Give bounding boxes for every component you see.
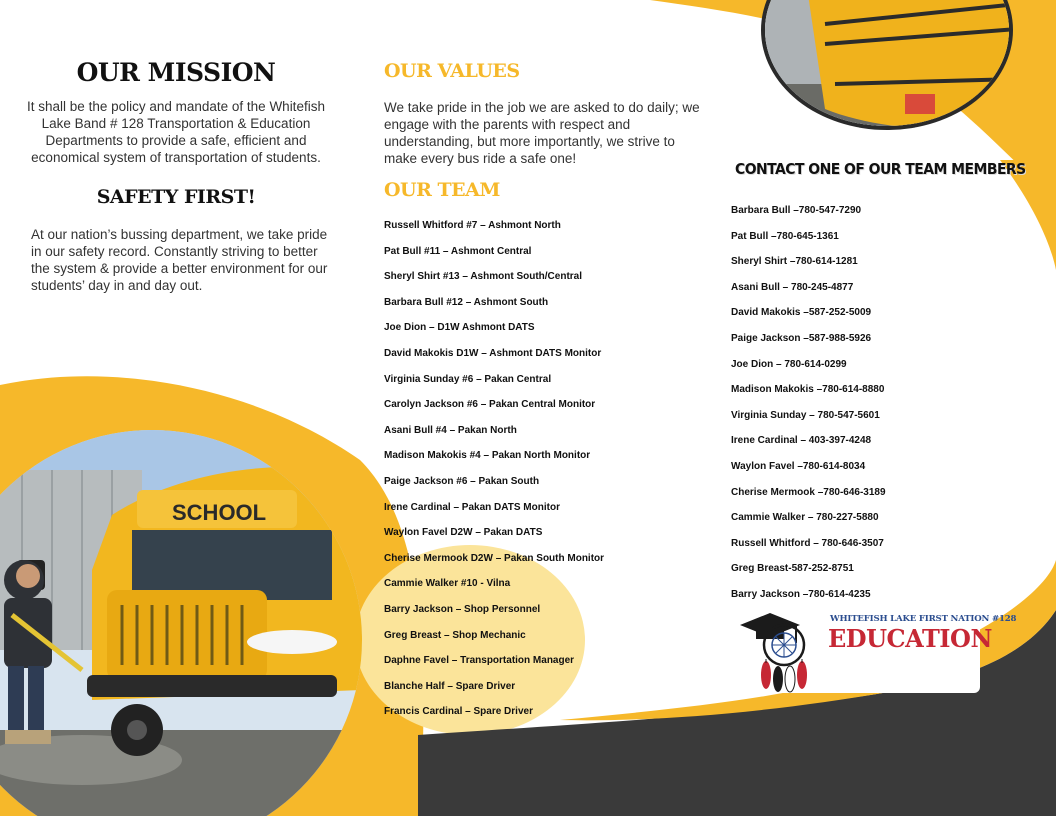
contact-item: Joe Dion – 780-614-0299 (731, 358, 847, 370)
contact-item: Cammie Walker – 780-227-5880 (731, 512, 879, 524)
contact-item: Greg Breast-587-252-8751 (731, 563, 854, 575)
education-logo (734, 605, 1017, 693)
mission-title: OUR MISSION (76, 58, 276, 87)
contact-item: Virginia Sunday – 780-547-5601 (731, 409, 880, 421)
contact-title: CONTACT ONE OF OUR TEAM MEMBERS (735, 160, 1026, 178)
dreamcatcher-graduation-cap-icon (736, 605, 828, 693)
team-member: Asani Bull #4 – Pakan North (384, 424, 517, 436)
team-member: Pat Bull #11 – Ashmont Central (384, 245, 532, 257)
contact-item: Sheryl Shirt –780-614-1281 (731, 256, 858, 268)
logo-org-name: WHITEFISH LAKE FIRST NATION #128 (830, 614, 1017, 624)
contact-item: Asani Bull – 780-245-4877 (731, 281, 854, 293)
team-member: Madison Makokis #4 – Pakan North Monitor (384, 450, 591, 462)
contact-item: Barbara Bull –780-547-7290 (731, 205, 862, 216)
team-member: Greg Breast – Shop Mechanic (384, 629, 526, 641)
team-member: Russell Whitford #7 – Ashmont North (384, 220, 561, 231)
team-member: Francis Cardinal – Spare Driver (384, 706, 533, 718)
mission-text: It shall be the policy and mandate of the Whitefish Lake Band # 128 Transportation & Education Departments to provide a safe, efficient and economical system of transportation of students. (27, 99, 325, 165)
contact-item: Irene Cardinal – 403-397-4248 (731, 435, 872, 447)
team-member: Cammie Walker #10 - Vilna (384, 578, 511, 590)
values-text: We take pride in the job we are asked to do daily; we engage with the parents with respect and understanding, but more importantly, we strive to make every bus ride a safe one! (384, 100, 700, 166)
team-member: Barry Jackson – Shop Personnel (384, 603, 541, 615)
team-member: Barbara Bull #12 – Ashmont South (384, 296, 549, 308)
team-member: Virginia Sunday #6 – Pakan Central (384, 373, 552, 385)
contacts-panel (731, 160, 1031, 608)
team-member: Joe Dion – D1W Ashmont DATS (384, 322, 535, 334)
values-title: OUR VALUES (384, 60, 520, 82)
logo-wordmark: EDUCATION (828, 624, 992, 653)
team-list (384, 213, 704, 725)
safety-title: SAFETY FIRST! (96, 186, 256, 208)
team-member: David Makokis D1W – Ashmont DATS Monitor (384, 347, 602, 359)
contact-item: Barry Jackson –780-614-4235 (731, 588, 871, 600)
values-team-panel (384, 60, 704, 725)
contact-item: Waylon Favel –780-614-8034 (731, 460, 866, 472)
contacts-list (731, 198, 1031, 608)
team-member: Blanche Half – Spare Driver (384, 680, 516, 692)
team-member: Cherise Mermook D2W – Pakan South Monitor (384, 552, 605, 564)
contact-item: Pat Bull –780-645-1361 (731, 230, 839, 242)
contact-item: Cherise Mermook –780-646-3189 (731, 486, 886, 498)
contact-item: Madison Makokis –780-614-8880 (731, 384, 885, 396)
team-title: OUR TEAM (384, 179, 500, 201)
team-member: Daphne Favel – Transportation Manager (384, 655, 575, 667)
team-member: Waylon Favel D2W – Pakan DATS (384, 527, 543, 539)
team-member: Paige Jackson #6 – Pakan South (384, 475, 540, 487)
team-member: Sheryl Shirt #13 – Ashmont South/Central (384, 271, 583, 283)
team-member: Carolyn Jackson #6 – Pakan Central Monitor (384, 399, 596, 411)
mission-panel (24, 58, 328, 294)
contact-item: Russell Whitford – 780-646-3507 (731, 537, 884, 549)
contact-item: Paige Jackson –587-988-5926 (731, 332, 872, 344)
team-member: Irene Cardinal – Pakan DATS Monitor (384, 501, 560, 513)
contact-item: David Makokis –587-252-5009 (731, 307, 872, 319)
bus-sign-text: SCHOOL (172, 500, 267, 525)
safety-text: At our nation’s bussing department, we take pride in our safety record. Constantly striving to better the system & provide a better environment for our students’ day in and day out. (31, 227, 328, 293)
